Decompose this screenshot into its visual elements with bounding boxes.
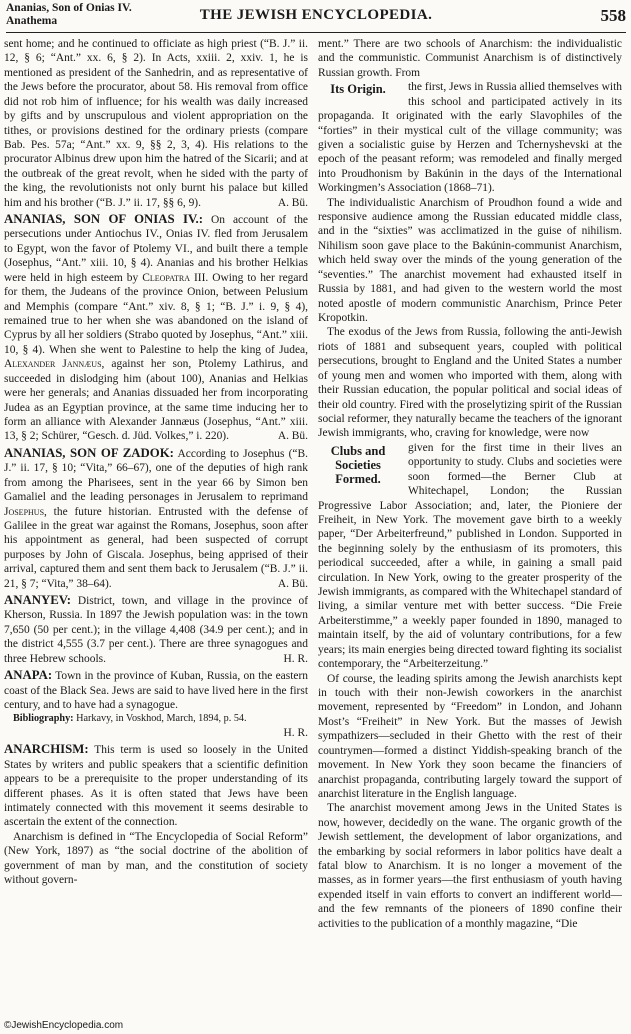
entry-ananias-son-of-zadok <box>4 446 308 591</box>
entry-headword: ANARCHISM: <box>4 742 89 757</box>
author-signature: A. Bü. <box>277 196 308 209</box>
entry-text: , the future historian. Entrusted with the defense of Galilee in the great war against the Romans, Josephus, soon after his appointment as general, had been suspected of corrupt purposes by John of Giscala. Josephus, being apprised of their arrival, captured them and sent them back to Jerusalem (“B. J.” ii. 21, § 7; “Vita,” 38–64). <box>4 505 308 590</box>
guide-word-first: Ananias, Son of Onias IV. <box>6 2 132 14</box>
entry-text: , against her son, Ptolemy Lathirus, and succeeded in dislodging him (about 100), Ananias and Helkias were her generals; and Ananias dissuaded her from incorporating Judea as an Egyptian province, at the same time inducing her to form an alliance with Alexander Jannæus (Josephus, “Ant.” xiii. 13, § 2; Schürer, “Gesch. d. Jüd. Volkes,” i. 220). <box>4 358 308 443</box>
author-signature: H. R. <box>283 652 308 665</box>
entry-text: This term is used so loosely in the United States by writers and public speakers that a scientific definition appears to be a prerequisite to the proper understanding of its different phases. As it is often stated that Jews have been intimately connected with this movement it seems desirable to ascertain the extent of the connection. <box>4 744 308 829</box>
guide-word-last: Anathema <box>6 15 58 27</box>
entry-headword: ANANIAS, SON OF ZADOK: <box>4 445 174 460</box>
running-header <box>6 2 626 33</box>
entry-paragraph: the first, Jews in Russia allied themselves with this school and participated actively in its propaganda. It originated with the early Slavophiles of the “forties” in their mystical cult of the village community; was given a socialistic guise by Herzen and Tchernyshevski at the epoch of the peasant reform; was remodeled and finally merged into Proudhonism by Bakúnin in the days of the International Workingmen’s Association (1868–71). <box>318 81 622 195</box>
entry-text: III. Owing to her regard for them, the Judeans of the province Onion, between Pelusium and Memphis (compare “Ant.” xiv. 8, § 1; “B. J.” i. 9, § 4), remained true to her when she was abandoned on the island of Cyprus by all her soldiers (Strabo quoted by Josephus, “Ant.” xiii. 10, § 4). When she went to Palestine to help the king of Judea, <box>4 271 308 356</box>
left-column <box>4 37 308 1017</box>
entry-paragraph: Of course, the leading spirits among the Jewish anarchists kept in touch with their non-Jewish coworkers in the anarchist movement, represented by “Freedom” in London, and Johann Most’s “Freiheit” in New York. But the masses of Jewish sympathizers—secluded in their Ghetto with the rest of their countrymen—formed a distinct Yiddish-speaking branch of the movement. In New York they soon became the financiers of anarchist propaganda, contributing largely toward the support of anarchist literature in the English language. <box>318 672 622 800</box>
bibliography-text: Harkavy, in Voskhod, March, 1894, p. 54. <box>73 713 247 725</box>
entry-ananyev <box>4 593 308 666</box>
cross-reference: Cleopatra <box>142 271 190 284</box>
author-signature: A. Bü. <box>277 430 308 443</box>
side-heading-clubs: Clubs and Societies Formed. <box>330 443 386 486</box>
page-number: 558 <box>600 6 626 25</box>
publication-title: THE JEWISH ENCYCLOPEDIA. <box>199 7 433 23</box>
entry-anapa <box>4 668 308 740</box>
entry-anarchism <box>4 742 308 887</box>
entry-headword: ANAPA: <box>4 668 53 683</box>
entry-headword: ANANIAS, SON OF ONIAS IV.: <box>4 212 203 227</box>
entry-paragraph: given for the first time in their lives an opportunity to study. Clubs and societies were soon formed—the Berner Club at Whitechapel, London; the Russian Progressive Labor Association; and, later, the Pioniere der Freiheit, in New York. The movement gave birth to a weekly paper, “Der Arbeiterfreund,” published in London. Supported in the beginning solely by the enthusiasm of its promoters, this periodical succeeded, after a while, in gaining a small paid circulation. In New York, owing to the greater prosperity of the Jewish immigrants, as compared with the Whitechapel standard of living, a similar venture met with better success. “Die Freie Arbeiterstimme,” a weekly paper founded in 1890, managed to maintain itself, by the aid of voluntary contributions, for a few years; its main energies being directed toward fighting its socialist contemporary, the “Arbeiterzeitung.” <box>318 441 622 671</box>
right-column <box>318 37 622 1017</box>
author-signature: H. R. <box>283 726 308 739</box>
continuation-text: sent home; and he continued to officiate as high priest (“B. J.” ii. 12, § 6; “Ant.” xx. 6, § 2). In Acts, xxiii. 2, xxiv. 1, he is mentioned as president of the Sanhedrin, and as representative of the Jews before the procurator, about 58. His removal from office did not rob him of influence; for his wealth was daily increased by gifts and by unscrupulous and violent appropriation on the tithes, or provisions destined for the ordinary priests (compare Bab. Pes. 57a; “Ant.” xx. 9, §§ 2, 3, 4). His relations to the procurator Albinus drew upon him the hatred of the Sicarii; and at the outbreak of the great revolt, when he sided with the party of the king, the revolutionists not only burnt his palace but killed him and his brother (“B. J.” ii. 17, §§ 6, 9). <box>4 38 308 209</box>
entry-text: On account of the persecutions under Antiochus IV., Onias IV. fled from Jerusalem to Egypt, won the favor of Ptolemy VI., and built there a temple (Josephus, “Ant.” xiii. 10, § 4). Ananias and his brother Helkias were held in high esteem by <box>4 214 308 284</box>
copyright-credit: ©JewishEncyclopedia.com <box>4 1020 124 1031</box>
entry-paragraph: The exodus of the Jews from Russia, following the anti-Jewish riots of 1881 and subsequent years, coupled with political persecutions, brought to England and the United States a number of young men and women who imported with them, along with their Russian education, the popular political and social ideas of their old country. Fired with the proselytizing spirit of the Russian social reformer, they naturally became the teachers of the ignorant Jewish immigrants, who, craving for knowledge, were now <box>318 326 622 440</box>
cross-reference: Josephus <box>4 505 45 518</box>
bibliography-label: Bibliography: <box>13 713 74 725</box>
side-heading-origin: Its Origin. <box>330 82 386 97</box>
bibliography <box>4 712 308 725</box>
entry-headword: ANANYEV: <box>4 593 72 608</box>
entry-text: District, town, and village in the province of Kherson, Russia. In 1897 the Jewish population was: in the town 7,650 (50 per cent.); in the village 4,408 (34.9 per cent.); and in the district 4,555 (3.7 per cent.). There are three synagogues and three Hebrew schools. <box>4 595 308 665</box>
entry-text: Town in the province of Kuban, Russia, on the eastern coast of the Black Sea. Jews are said to have lived here in the first century, and to have had a synagogue. <box>4 670 308 711</box>
cross-reference: Alexander Jannæus <box>4 358 102 371</box>
entry-paragraph: The individualistic Anarchism of Proudhon found a wide and responsive audience among the Russian educated middle class, and in the “sixties” was acclimatized in the guise of nihilism. Nihilism soon gave place to the Bakúnin-communist Anarchism, which held sway over the minds of the young generation of the “seventies.” The anarchist movement had exhausted itself in Russia by 1881, and had given to the western world the most noted apostle of modern communistic Anarchism, Prince Peter Kropotkin. <box>318 196 622 325</box>
entry-ananias-son-of-onias <box>4 212 308 444</box>
entry-paragraph: The anarchist movement among Jews in the United States is now, however, decidedly on the wane. The organic growth of the Jewish settlement, the development of labor organizations, and the embarking by social reformers in labor politics have dealt a fatal blow to Anarchism. It is no longer a movement of the masses, as in former years—the first enthusiasm of youth having expended itself in vain efforts to convert an indifferent world—and the few remnants of the pioneers of 1890 confine their activities to the publication of a monthly magazine, “Die <box>318 802 622 930</box>
entry-continuation <box>4 37 308 210</box>
entry-paragraph: Anarchism is defined in “The Encyclopedia of Social Reform” (New York, 1897) as “the social doctrine of the abolition of government of man by man, and the constitution of society without govern- <box>4 830 308 887</box>
entry-text: According to Josephus (“B. J.” ii. 17, § 10; “Vita,” 66–67), one of the deputies of high rank from among the Pharisees, sent in the year 66 by Simon ben Gamaliel and the leading personages in Jerusalem to reprimand <box>4 447 308 504</box>
author-signature: A. Bü. <box>277 577 308 590</box>
entry-paragraph: ment.” There are two schools of Anarchism: the individualistic and the communistic. Communist Anarchism is of distinctively Russian growth. From <box>318 38 622 79</box>
